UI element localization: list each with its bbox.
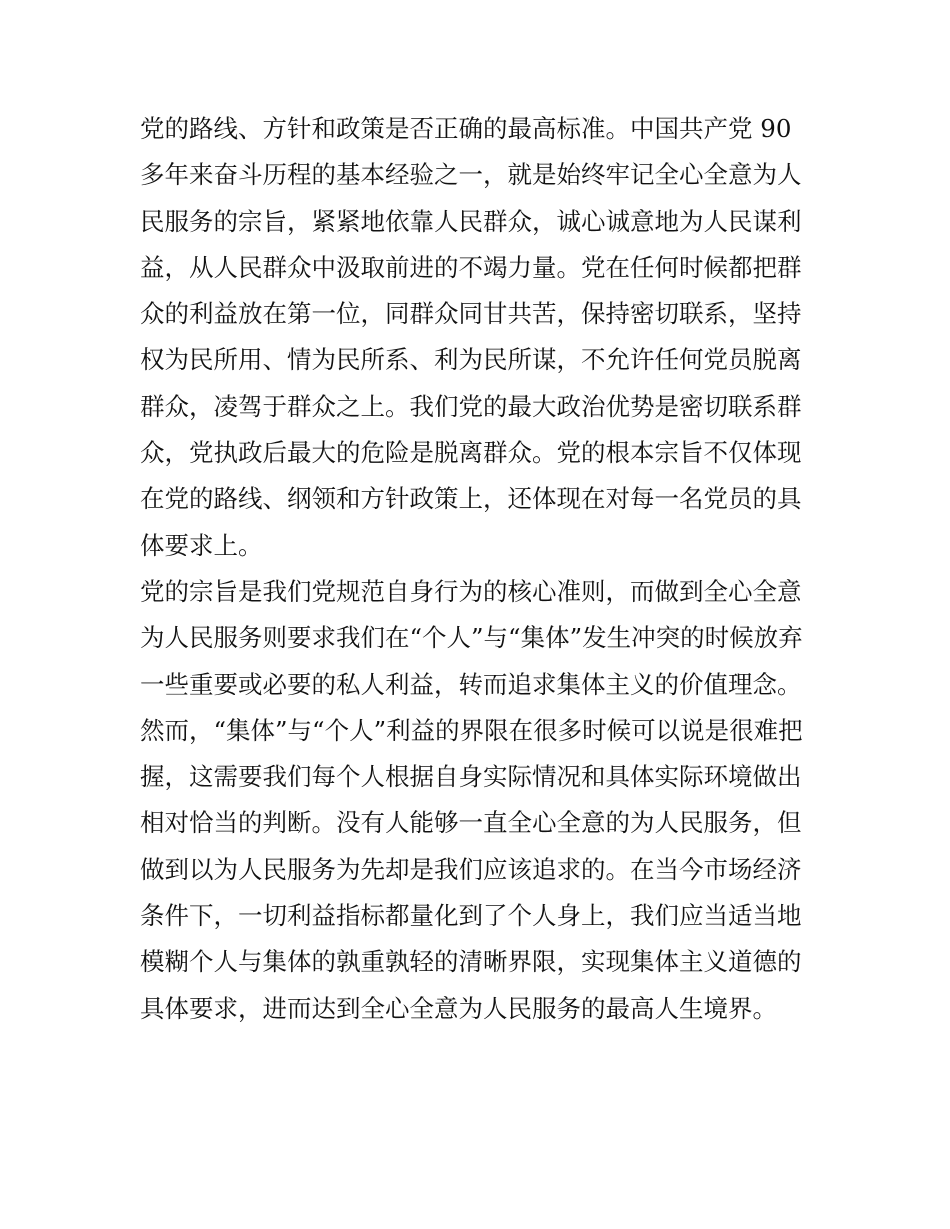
text-line: 众，党执政后最大的危险是脱离群众。党的根本宗旨不仅体现 bbox=[140, 438, 802, 468]
text-line: 党的宗旨是我们党规范自身行为的核心准则，而做到全心全意 bbox=[140, 576, 802, 606]
text-line: 为人民服务则要求我们在“个人”与“集体”发生冲突的时候放弃 bbox=[140, 623, 803, 653]
text-line: 条件下，一切利益指标都量化到了个人身上，我们应当适当地 bbox=[140, 901, 802, 931]
text-line: 党的路线、方针和政策是否正确的最高标准。中国共产党 90 bbox=[140, 114, 792, 143]
text-line: 群众，凌驾于群众之上。我们党的最大政治优势是密切联系群 bbox=[140, 391, 802, 421]
text-line: 相对恰当的判断。没有人能够一直全心全意的为人民服务，但 bbox=[140, 808, 802, 838]
text-line: 益，从人民群众中汲取前进的不竭力量。党在任何时候都把群 bbox=[140, 252, 802, 282]
text-line: 握，这需要我们每个人根据自身实际情况和具体实际环境做出 bbox=[140, 762, 802, 792]
document-body bbox=[140, 106, 820, 1032]
text-line: 然而，“集体”与“个人”利益的界限在很多时候可以说是很难把 bbox=[140, 715, 803, 745]
text-line: 权为民所用、情为民所系、利为民所谋，不允许任何党员脱离 bbox=[140, 345, 802, 375]
text-line: 在党的路线、纲领和方针政策上，还体现在对每一名党员的具 bbox=[140, 484, 802, 514]
paragraph-1 bbox=[140, 106, 820, 569]
text-line: 多年来奋斗历程的基本经验之一，就是始终牢记全心全意为人 bbox=[140, 160, 802, 190]
paragraph-2 bbox=[140, 569, 820, 1032]
text-line: 众的利益放在第一位，同群众同甘共苦，保持密切联系，坚持 bbox=[140, 299, 802, 329]
text-line: 做到以为人民服务为先却是我们应该追求的。在当今市场经济 bbox=[140, 854, 802, 884]
text-line: 具体要求，进而达到全心全意为人民服务的最高人生境界。 bbox=[140, 993, 777, 1023]
text-line: 民服务的宗旨，紧紧地依靠人民群众，诚心诚意地为人民谋利 bbox=[140, 206, 802, 236]
text-line: 一些重要或必要的私人利益，转而追求集体主义的价值理念。 bbox=[140, 669, 802, 699]
text-line: 模糊个人与集体的孰重孰轻的清晰界限，实现集体主义道德的 bbox=[140, 947, 802, 977]
text-line: 体要求上。 bbox=[140, 530, 263, 560]
